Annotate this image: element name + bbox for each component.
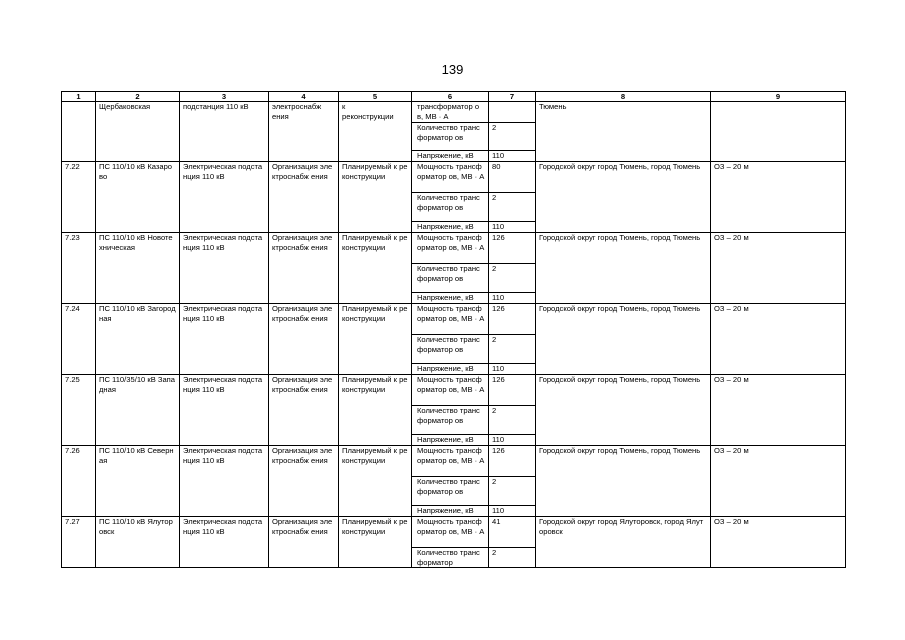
cell-name: ПС 110/10 кВ Ялуторовск: [96, 517, 180, 568]
cell-param-label: Напряжение, кВ: [412, 364, 489, 375]
cell-param-value: 2: [489, 193, 536, 222]
purpose-text-prefix: электроснабж: [272, 102, 322, 111]
cell-param-value: 2: [489, 548, 536, 568]
cell-name: ПС 110/35/10 кВ Западная: [96, 375, 180, 446]
purpose-text: ения: [272, 111, 289, 121]
cell-name: ПС 110/10 кВ Загородная: [96, 304, 180, 375]
column-number-header: 6: [412, 92, 489, 102]
cell-zone: ОЗ – 20 м: [711, 233, 846, 304]
column-number-header: 4: [269, 92, 339, 102]
cell-param-label: Мощность трансформатор ов, МВ · А: [412, 446, 489, 477]
registry-table: [61, 91, 846, 568]
cell-param-label: Напряжение, кВ: [412, 222, 489, 233]
cell-purpose: Организация электроснабж ения: [269, 375, 339, 446]
cell-name: Щербаковская: [96, 102, 180, 162]
table-row: [62, 304, 846, 335]
table-row: [62, 446, 846, 477]
cell-location: Городской округ город Тюмень, город Тюмень: [536, 304, 711, 375]
cell-name: ПС 110/10 кВ Новотехническая: [96, 233, 180, 304]
cell-purpose: Организация электроснабж ения: [269, 233, 339, 304]
cell-location: Городской округ город Ялуторовск, город Ялуторовск: [536, 517, 711, 568]
cell-id: 7.26: [62, 446, 96, 517]
cell-type: подстанция 110 кВ: [180, 102, 269, 162]
cell-name: ПС 110/10 кВ Казарово: [96, 162, 180, 233]
status-text-prefix: к: [342, 102, 346, 111]
cell-status: Планируемый к реконструкции: [339, 304, 412, 375]
page-number: 139: [441, 62, 464, 77]
cell-param-label: Напряжение, кВ: [412, 151, 489, 162]
column-number-header: 3: [180, 92, 269, 102]
cell-param-label: Количество трансформатор: [412, 548, 489, 568]
cell-purpose: Организация электроснабж ения: [269, 304, 339, 375]
cell-purpose: Организация электроснабж ения: [269, 517, 339, 568]
cell-status: Планируемый к реконструкции: [339, 233, 412, 304]
cell-zone: ОЗ – 20 м: [711, 162, 846, 233]
cell-purpose: [269, 102, 339, 162]
cell-param-value: 2: [489, 477, 536, 506]
cell-param-value: 2: [489, 264, 536, 293]
cell-param-value: 110: [489, 293, 536, 304]
cell-param-label: Количество трансформатор ов: [412, 335, 489, 364]
cell-purpose: Организация электроснабж ения: [269, 162, 339, 233]
column-number-header: 9: [711, 92, 846, 102]
cell-param-label: Мощность трансформатор ов, МВ · А: [412, 517, 489, 548]
cell-param-label: Количество трансформатор ов: [412, 193, 489, 222]
cell-param-value: 126: [489, 233, 536, 264]
cell-location: Городской округ город Тюмень, город Тюмень: [536, 446, 711, 517]
table-row: [62, 102, 846, 123]
cell-param-label: Напряжение, кВ: [412, 293, 489, 304]
cell-id: 7.24: [62, 304, 96, 375]
column-number-header: 1: [62, 92, 96, 102]
cell-type: Электрическая подстанция 110 кВ: [180, 517, 269, 568]
cell-type: Электрическая подстанция 110 кВ: [180, 233, 269, 304]
cell-param-value: 2: [489, 406, 536, 435]
table-row: [62, 517, 846, 548]
cell-param-value: 41: [489, 517, 536, 548]
cell-param-label: Количество трансформатор ов: [412, 477, 489, 506]
column-number-header: 7: [489, 92, 536, 102]
cell-param-value: [489, 102, 536, 123]
status-text: реконструкции: [342, 111, 394, 121]
cell-type: Электрическая подстанция 110 кВ: [180, 304, 269, 375]
column-number-header: 8: [536, 92, 711, 102]
column-number-row: [62, 92, 846, 102]
cell-param-value: 2: [489, 123, 536, 151]
table-row: [62, 375, 846, 406]
cell-param-label: Количество трансформатор ов: [412, 264, 489, 293]
cell-status: Планируемый к реконструкции: [339, 446, 412, 517]
cell-type: Электрическая подстанция 110 кВ: [180, 375, 269, 446]
cell-param-label: Мощность трансформатор ов, МВ · А: [412, 375, 489, 406]
cell-param-value: 110: [489, 364, 536, 375]
cell-param-value: 110: [489, 222, 536, 233]
cell-param-value: 110: [489, 435, 536, 446]
cell-param-value: 126: [489, 304, 536, 335]
cell-zone: ОЗ – 20 м: [711, 446, 846, 517]
cell-status: Планируемый к реконструкции: [339, 375, 412, 446]
cell-status: [339, 102, 412, 162]
cell-param-label: Мощность трансформатор ов, МВ · А: [412, 233, 489, 264]
cell-zone: ОЗ – 20 м: [711, 375, 846, 446]
cell-status: Планируемый к реконструкции: [339, 162, 412, 233]
cell-id: 7.25: [62, 375, 96, 446]
cell-zone: ОЗ – 20 м: [711, 304, 846, 375]
cell-param-label: Количество трансформатор ов: [412, 123, 489, 151]
cell-param-label: Количество трансформатор ов: [412, 406, 489, 435]
cell-zone: [711, 102, 846, 162]
cell-status: Планируемый к реконструкции: [339, 517, 412, 568]
table-row: [62, 162, 846, 193]
cell-location: Городской округ город Тюмень, город Тюмень: [536, 162, 711, 233]
cell-location: Городской округ город Тюмень, город Тюмень: [536, 233, 711, 304]
cell-param-label: Напряжение, кВ: [412, 506, 489, 517]
cell-purpose: Организация электроснабж ения: [269, 446, 339, 517]
cell-param-value: 126: [489, 446, 536, 477]
cell-type: Электрическая подстанция 110 кВ: [180, 162, 269, 233]
cell-param-value: 110: [489, 506, 536, 517]
cell-id: 7.23: [62, 233, 96, 304]
cell-zone: ОЗ – 20 м: [711, 517, 846, 568]
cell-location: Городской округ город Тюмень, город Тюмень: [536, 375, 711, 446]
cell-param-value: 126: [489, 375, 536, 406]
cell-param-value: 110: [489, 151, 536, 162]
column-number-header: 2: [96, 92, 180, 102]
cell-param-label: Мощность трансформатор ов, МВ · А: [412, 162, 489, 193]
column-number-header: 5: [339, 92, 412, 102]
table-row: [62, 233, 846, 264]
cell-id: [62, 102, 96, 162]
cell-param-value: 2: [489, 335, 536, 364]
cell-param-label: трансформатор ов, МВ · А: [412, 102, 489, 123]
cell-type: Электрическая подстанция 110 кВ: [180, 446, 269, 517]
cell-param-value: 80: [489, 162, 536, 193]
cell-id: 7.22: [62, 162, 96, 233]
cell-param-label: Мощность трансформатор ов, МВ · А: [412, 304, 489, 335]
cell-param-label: Напряжение, кВ: [412, 435, 489, 446]
cell-id: 7.27: [62, 517, 96, 568]
cell-location: Тюмень: [536, 102, 711, 162]
cell-name: ПС 110/10 кВ Северная: [96, 446, 180, 517]
